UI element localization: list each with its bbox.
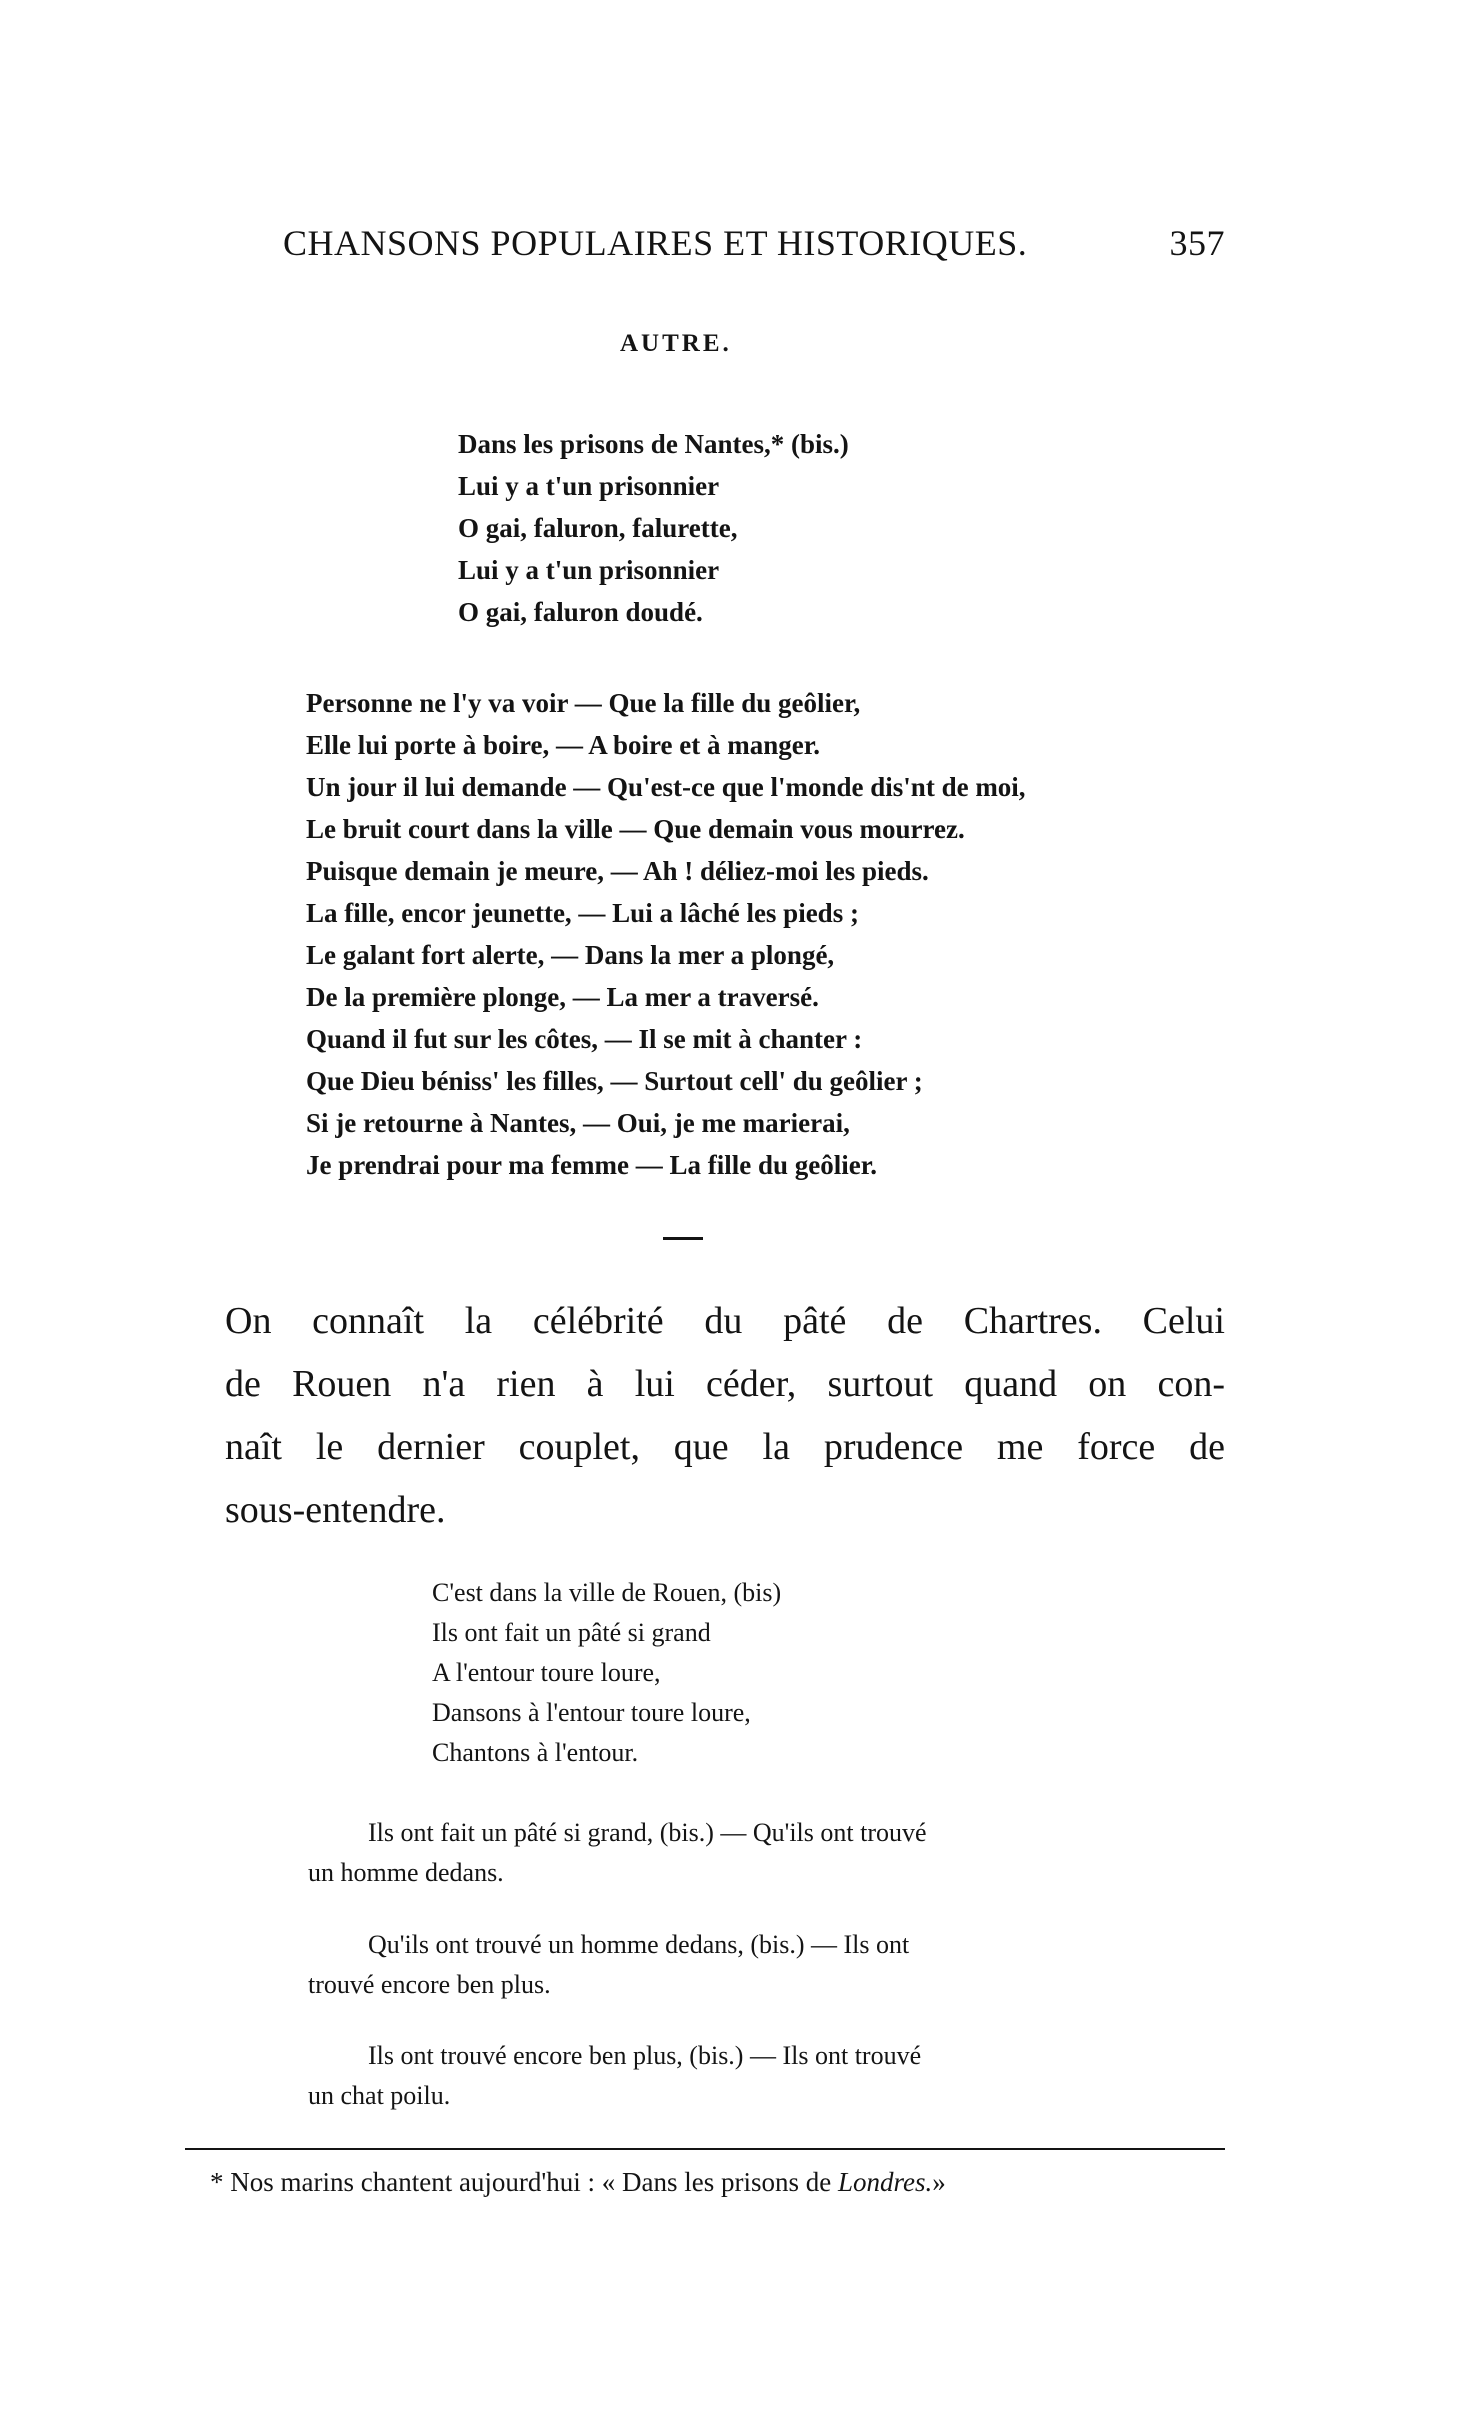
verse-line: O gai, faluron doudé. xyxy=(458,597,703,627)
couplet-line: Le bruit court dans la ville — Que demain vous mourrez. xyxy=(306,814,965,844)
couplet-line: Je prendrai pour ma femme — La fille du geôlier. xyxy=(306,1150,877,1180)
running-title: CHANSONS POPULAIRES ET HISTORIQUES. xyxy=(283,223,1028,263)
verse-line: C'est dans la ville de Rouen, (bis) xyxy=(432,1578,782,1607)
couplet-line: Quand il fut sur les côtes, — Il se mit à chanter : xyxy=(306,1024,863,1054)
verse-line: O gai, faluron, falurette, xyxy=(458,513,738,543)
stanza-line: Ils ont trouvé encore ben plus, (bis.) — Ils ont trouvé xyxy=(368,2041,922,2070)
prose-line: de Rouen n'a rien à lui céder, surtout quand on con- xyxy=(225,1363,1225,1405)
couplet-line: Que Dieu béniss' les filles, — Surtout cell' du geôlier ; xyxy=(306,1066,923,1096)
song1-couplets xyxy=(306,682,1026,1186)
verse-line: Dansons à l'entour toure loure, xyxy=(432,1698,751,1727)
verse-line: A l'entour toure loure, xyxy=(432,1658,661,1687)
section-divider xyxy=(663,1237,703,1240)
couplet-line: Puisque demain je meure, — Ah ! déliez-moi les pieds. xyxy=(306,856,929,886)
stanza-line: Ils ont fait un pâté si grand, (bis.) — Qu'ils ont trouvé xyxy=(368,1818,927,1847)
footnote-close-quote: » xyxy=(932,2167,946,2197)
footnote xyxy=(210,2162,946,2202)
couplet-line: Elle lui porte à boire, — A boire et à manger. xyxy=(306,730,820,760)
song-title: AUTRE. xyxy=(620,330,732,357)
couplet-line: Un jour il lui demande — Qu'est-ce que l'monde dis'nt de moi, xyxy=(306,772,1026,802)
footnote-rule xyxy=(185,2148,1225,2150)
page-number: 357 xyxy=(1169,223,1225,263)
song1-refrain xyxy=(458,423,849,633)
couplet-line: Personne ne l'y va voir — Que la fille du geôlier, xyxy=(306,688,861,718)
couplet-line: Le galant fort alerte, — Dans la mer a plongé, xyxy=(306,940,835,970)
stanza-line: un chat poilu. xyxy=(308,2081,451,2110)
stanza-line: un homme dedans. xyxy=(308,1858,504,1887)
prose-line: On connaît la célébrité du pâté de Chartres. Celui xyxy=(225,1300,1225,1342)
stanza-line: trouvé encore ben plus. xyxy=(308,1970,551,1999)
song2-refrain xyxy=(432,1573,781,1773)
footnote-text: * Nos marins chantent aujourd'hui : « Dans les prisons de xyxy=(210,2167,839,2197)
verse-line: Dans les prisons de Nantes,* (bis.) xyxy=(458,429,849,459)
couplet-line: De la première plonge, — La mer a traversé. xyxy=(306,982,819,1012)
prose-paragraph xyxy=(225,1290,1225,1542)
verse-line: Lui y a t'un prisonnier xyxy=(458,555,720,585)
verse-line: Lui y a t'un prisonnier xyxy=(458,471,720,501)
couplet-line: Si je retourne à Nantes, — Oui, je me marierai, xyxy=(306,1108,850,1138)
prose-line: sous-entendre. xyxy=(225,1489,446,1531)
prose-line: naît le dernier couplet, que la prudence me force de xyxy=(225,1426,1225,1468)
footnote-italic: Londres. xyxy=(838,2167,933,2197)
song2-stanza xyxy=(308,2036,1108,2116)
verse-line: Chantons à l'entour. xyxy=(432,1738,639,1767)
stanza-line: Qu'ils ont trouvé un homme dedans, (bis.) — Ils ont xyxy=(368,1930,910,1959)
song2-stanza xyxy=(308,1925,1108,2005)
verse-line: Ils ont fait un pâté si grand xyxy=(432,1618,711,1647)
song2-stanza xyxy=(308,1813,1108,1893)
couplet-line: La fille, encor jeunette, — Lui a lâché les pieds ; xyxy=(306,898,859,928)
